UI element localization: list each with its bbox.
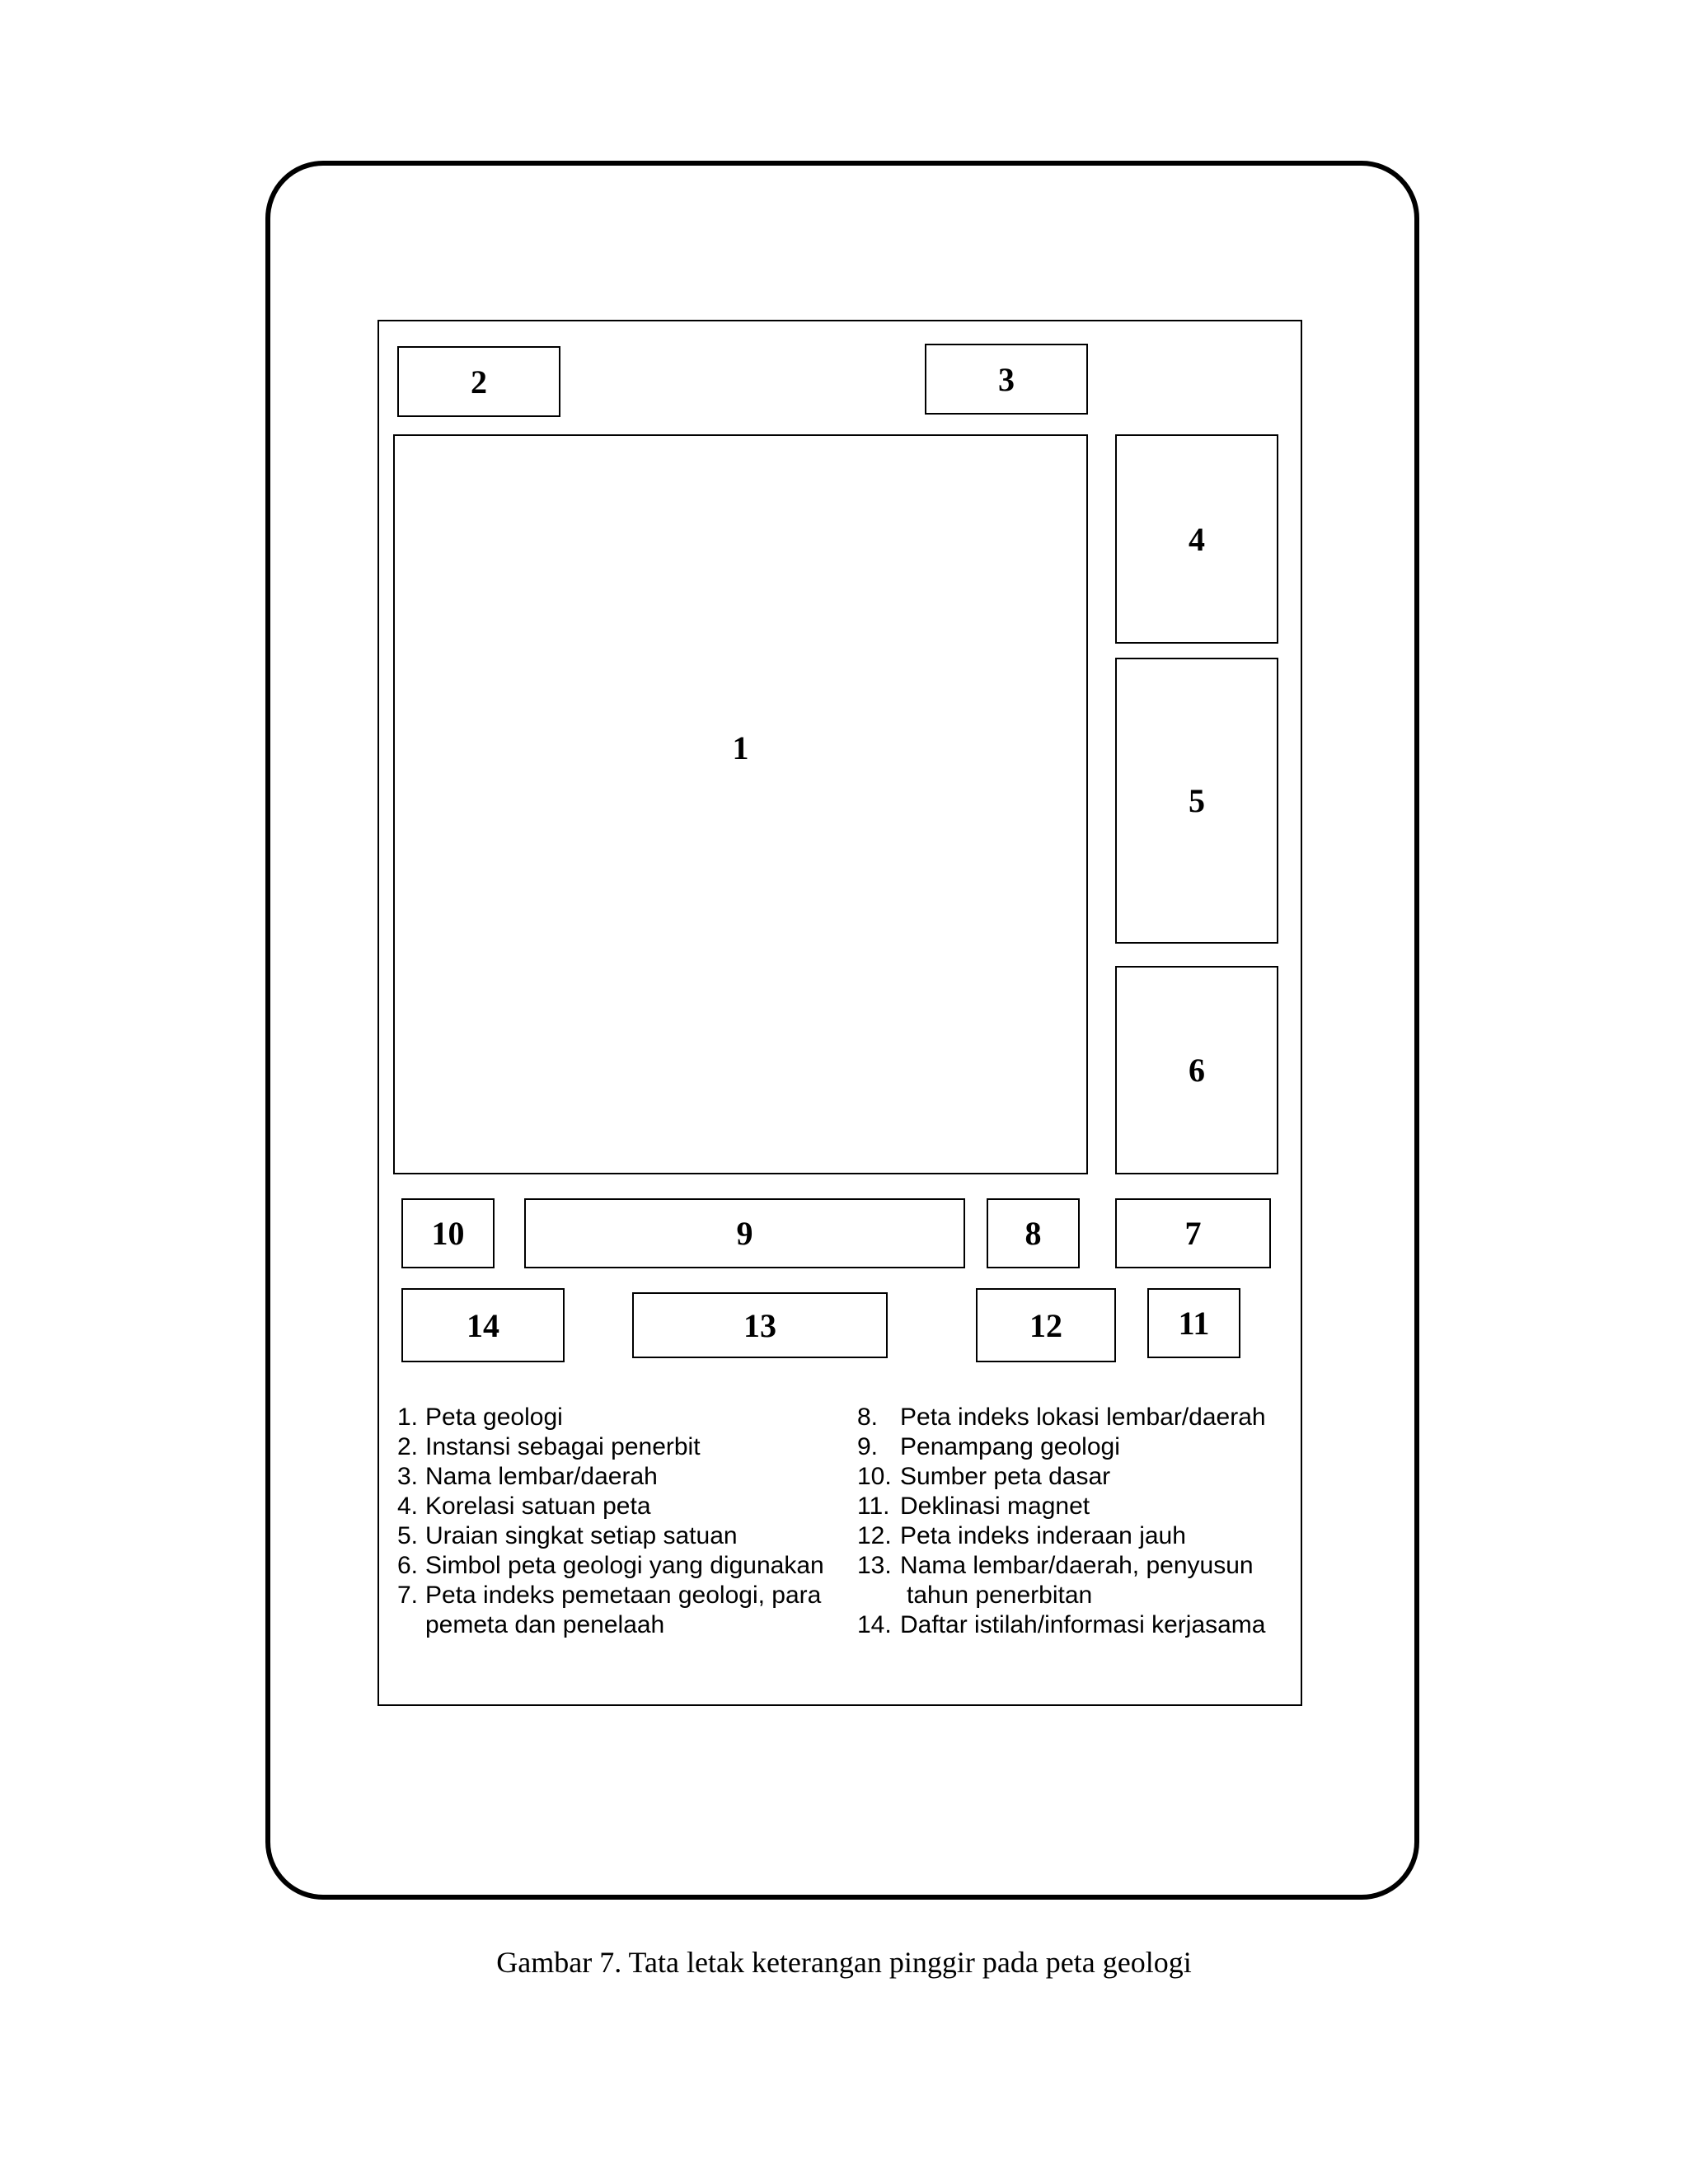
legend-item: 9. Penampang geologi xyxy=(857,1433,1120,1460)
legend-item: 3. Nama lembar/daerah xyxy=(397,1463,658,1490)
box-2-publisher: 2 xyxy=(397,346,560,417)
box-11-magnetic-declination: 11 xyxy=(1147,1288,1240,1358)
legend-item: 7. Peta indeks pemetaan geologi, para xyxy=(397,1582,822,1609)
box-5-unit-description: 5 xyxy=(1115,658,1278,944)
legend-right xyxy=(857,1403,1266,1640)
legend-item: 2. Instansi sebagai penerbit xyxy=(397,1433,701,1460)
legend-item-continuation: tahun penerbitan xyxy=(907,1582,1093,1609)
box-10-base-map-source: 10 xyxy=(401,1198,495,1268)
figure-caption: Gambar 7. Tata letak keterangan pinggir pada peta geologi xyxy=(496,1946,1192,1979)
legend-item: 6. Simbol peta geologi yang digunakan xyxy=(397,1552,824,1579)
legend-item: 4. Korelasi satuan peta xyxy=(397,1493,651,1520)
box-3-sheet-name: 3 xyxy=(925,344,1088,415)
box-9-cross-section: 9 xyxy=(524,1198,965,1268)
box-14-glossary: 14 xyxy=(401,1288,565,1362)
legend-item: 1. Peta geologi xyxy=(397,1404,563,1431)
box-12-remote-sensing-index: 12 xyxy=(976,1288,1116,1362)
box-1-geologic-map: 1 xyxy=(393,434,1088,1174)
legend-item: 5. Uraian singkat setiap satuan xyxy=(397,1522,738,1549)
legend-item: 8. Peta indeks lokasi lembar/daerah xyxy=(857,1404,1266,1431)
legend-item-continuation: pemeta dan penelaah xyxy=(425,1611,665,1638)
box-6-map-symbols: 6 xyxy=(1115,966,1278,1174)
legend-left xyxy=(397,1403,824,1640)
box-13-sheet-author: 13 xyxy=(632,1292,888,1358)
legend-item: 14. Daftar istilah/informasi kerjasama xyxy=(857,1611,1266,1638)
box-4-unit-correlation: 4 xyxy=(1115,434,1278,644)
legend-item: 11. Deklinasi magnet xyxy=(857,1493,1090,1520)
legend-item: 13. Nama lembar/daerah, penyusun xyxy=(857,1552,1254,1579)
legend-item: 10. Sumber peta dasar xyxy=(857,1463,1111,1490)
box-7-mapping-index: 7 xyxy=(1115,1198,1271,1268)
legend-item: 12. Peta indeks inderaan jauh xyxy=(857,1522,1186,1549)
map-sheet xyxy=(377,320,1302,1706)
box-8-location-index: 8 xyxy=(987,1198,1080,1268)
